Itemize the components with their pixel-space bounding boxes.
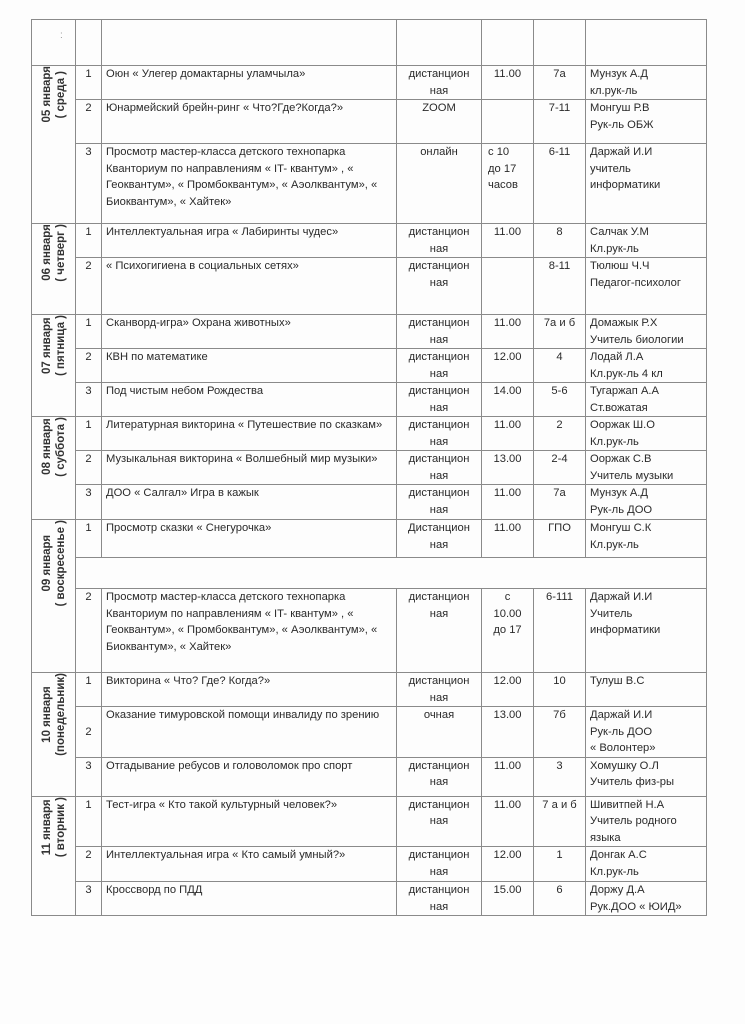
event-time: 12.00 xyxy=(482,847,534,882)
day-date-cell xyxy=(32,66,76,224)
responsible-line: кл.рук-ль xyxy=(590,84,638,97)
event-class: 6-11 xyxy=(534,144,586,224)
event-number: 2 xyxy=(76,589,102,673)
day-date-label xyxy=(40,673,68,756)
header-cell-class xyxy=(534,20,586,66)
responsible-line: Мунзук А.Д xyxy=(590,68,648,80)
header-cell-date xyxy=(32,20,76,66)
event-responsible xyxy=(586,882,707,916)
event-time: 11.00 xyxy=(482,224,534,258)
event-time: 11.00 xyxy=(482,315,534,349)
date-text: 05 января xyxy=(40,66,53,123)
event-number: 3 xyxy=(76,485,102,520)
event-class: 10 xyxy=(534,673,586,707)
event-title: « Психогигиена в социальных сетях» xyxy=(102,258,397,315)
table-row xyxy=(32,520,707,558)
event-number: 2 xyxy=(76,100,102,144)
event-responsible xyxy=(586,485,707,520)
table-row xyxy=(32,349,707,383)
table-row xyxy=(32,707,707,758)
responsible-line: Даржай И.И xyxy=(590,591,653,603)
event-time: 11.00 xyxy=(482,757,534,796)
event-responsible xyxy=(586,520,707,558)
event-format: очная xyxy=(397,707,482,758)
event-time xyxy=(482,258,534,315)
responsible-line: Салчак У.М xyxy=(590,226,649,238)
day-date-cell xyxy=(32,673,76,797)
event-number: 1 xyxy=(76,796,102,847)
day-date-cell xyxy=(32,315,76,417)
event-title: Юнармейский брейн-ринг « Что?Где?Когда?» xyxy=(102,100,397,144)
event-time: 11.00 xyxy=(482,796,534,847)
day-date-label xyxy=(40,417,68,477)
responsible-line: Рук-ль ДОО xyxy=(590,503,653,516)
event-responsible xyxy=(586,796,707,847)
event-class: ГПО xyxy=(534,520,586,558)
header-cell-time xyxy=(482,20,534,66)
header-cell-resp xyxy=(586,20,707,66)
event-time xyxy=(482,100,534,144)
event-responsible xyxy=(586,417,707,451)
responsible-line: Ооржак Ш.О xyxy=(590,419,655,431)
event-responsible xyxy=(586,349,707,383)
weekday-text: ( четверг ) xyxy=(54,224,67,282)
event-number: 1 xyxy=(76,520,102,558)
weekday-text: ( вторник ) xyxy=(54,796,67,857)
table-row xyxy=(32,100,707,144)
responsible-line: Ооржак С.В xyxy=(590,453,652,465)
event-time: 11.00 xyxy=(482,66,534,100)
weekday-text: ( воскресенье ) xyxy=(54,520,67,607)
event-time: 15.00 xyxy=(482,882,534,916)
event-number: 3 xyxy=(76,144,102,224)
table-row xyxy=(32,847,707,882)
table-row xyxy=(32,673,707,707)
responsible-line: Учитель родного xyxy=(590,815,677,827)
event-responsible xyxy=(586,258,707,315)
responsible-line: Рук.ДОО « ЮИД» xyxy=(590,900,682,913)
event-format: дистанцион ная xyxy=(397,847,482,882)
event-format: дистанцион ная xyxy=(397,417,482,451)
event-class: 7а xyxy=(534,66,586,100)
date-text: 10 января xyxy=(40,686,53,743)
table-row xyxy=(32,796,707,847)
event-format: Дистанцион ная xyxy=(397,520,482,558)
event-responsible xyxy=(586,144,707,224)
responsible-line: Монгуш Р.В xyxy=(590,102,650,114)
table-row xyxy=(32,315,707,349)
event-class: 3 xyxy=(534,757,586,796)
event-format: дистанцион ная xyxy=(397,757,482,796)
responsible-line: Тугаржап А.А xyxy=(590,385,659,397)
event-time: с 10.00 до 17 xyxy=(482,589,534,673)
event-format: дистанцион ная xyxy=(397,796,482,847)
table-row xyxy=(32,258,707,315)
date-text: 11 января xyxy=(40,798,53,855)
event-title: Просмотр мастер-класса детского технопарка Кванториум по направлениям « IT- квантум» , « Геоквантум», « Промбоквантум», « Аэолквантум», « Биоквантум», « Хайтек» xyxy=(102,589,397,673)
event-format: дистанцион ная xyxy=(397,315,482,349)
event-title: Сканворд-игра» Охрана животных» xyxy=(102,315,397,349)
day-date-label xyxy=(40,315,68,376)
table-row xyxy=(32,66,707,100)
event-responsible xyxy=(586,224,707,258)
event-title: КВН по математике xyxy=(102,349,397,383)
responsible-line: Кл.рук-ль xyxy=(590,242,639,255)
event-format: ZOOM xyxy=(397,100,482,144)
weekday-text: (понедельник) xyxy=(54,673,67,756)
event-responsible xyxy=(586,66,707,100)
event-class: 6-111 xyxy=(534,589,586,673)
event-number: 2 xyxy=(76,451,102,485)
responsible-line: Учитель физ-ры xyxy=(590,776,675,788)
event-number: 2 xyxy=(76,349,102,383)
day-date-label xyxy=(40,520,68,606)
event-number: 1 xyxy=(76,673,102,707)
event-class: 7а xyxy=(534,485,586,520)
event-time: 11.00 xyxy=(482,520,534,558)
day-date-cell xyxy=(32,796,76,916)
event-class: 2 xyxy=(534,417,586,451)
responsible-line: Рук-ль ОБЖ xyxy=(590,118,654,131)
empty-spacer-cell xyxy=(76,558,707,589)
event-responsible xyxy=(586,589,707,673)
event-title: Просмотр сказки « Снегурочка» xyxy=(102,520,397,558)
responsible-line: Даржай И.И xyxy=(590,709,653,721)
event-class: 7а и б xyxy=(534,315,586,349)
event-time: 13.00 xyxy=(482,707,534,758)
event-class: 2-4 xyxy=(534,451,586,485)
responsible-line: Учитель музыки xyxy=(590,469,674,482)
event-class: 1 xyxy=(534,847,586,882)
event-title: Кроссворд по ПДД xyxy=(102,882,397,916)
event-number: 2 xyxy=(76,707,102,758)
event-title: Под чистым небом Рождества xyxy=(102,383,397,417)
event-time: 12.00 xyxy=(482,673,534,707)
responsible-line: Мунзук А.Д xyxy=(590,487,648,499)
event-number: 1 xyxy=(76,224,102,258)
responsible-line: Кл.рук-ль 4 кл xyxy=(590,367,663,380)
event-responsible xyxy=(586,315,707,349)
table-row xyxy=(32,485,707,520)
weekday-text: ( суббота ) xyxy=(54,417,67,477)
header-cell-form xyxy=(397,20,482,66)
table-row xyxy=(32,417,707,451)
event-number: 2 xyxy=(76,258,102,315)
responsible-line: информатики xyxy=(590,179,661,191)
responsible-line: Монгуш С.К xyxy=(590,522,652,534)
event-class: 7б xyxy=(534,707,586,758)
date-text: 09 января xyxy=(40,534,53,592)
responsible-line: Кл.рук-ль xyxy=(590,435,639,448)
responsible-line: Рук-ль ДОО xyxy=(590,725,653,738)
event-number: 3 xyxy=(76,383,102,417)
responsible-line: Тюлюш Ч.Ч xyxy=(590,260,650,272)
event-responsible xyxy=(586,707,707,758)
event-class: 8 xyxy=(534,224,586,258)
responsible-line: Ст.вожатая xyxy=(590,401,648,414)
event-time: 12.00 xyxy=(482,349,534,383)
responsible-line: Донгак А.С xyxy=(590,849,647,861)
responsible-line: информатики xyxy=(590,624,661,636)
responsible-line: Кл.рук-ль xyxy=(590,865,639,878)
table-row xyxy=(32,383,707,417)
responsible-line: Домажык Р.Х xyxy=(590,317,658,329)
table-row xyxy=(32,558,707,589)
responsible-line: Хомушку О.Л xyxy=(590,759,659,772)
day-date-cell xyxy=(32,417,76,520)
event-title: Интеллектуальная игра « Лабиринты чудес» xyxy=(102,224,397,258)
event-number: 1 xyxy=(76,66,102,100)
event-number: 1 xyxy=(76,315,102,349)
event-format: дистанцион ная xyxy=(397,224,482,258)
event-format: дистанцион ная xyxy=(397,451,482,485)
event-format: дистанцион ная xyxy=(397,66,482,100)
event-class: 5-6 xyxy=(534,383,586,417)
event-title: Литературная викторина « Путешествие по сказкам» xyxy=(102,417,397,451)
event-responsible xyxy=(586,383,707,417)
event-format: дистанцион ная xyxy=(397,258,482,315)
responsible-line: Шивитпей Н.А xyxy=(590,798,665,811)
event-title: Викторина « Что? Где? Когда?» xyxy=(102,673,397,707)
event-number: 3 xyxy=(76,882,102,916)
event-number: 1 xyxy=(76,417,102,451)
responsible-line: « Волонтер» xyxy=(590,742,656,754)
event-format: дистанцион ная xyxy=(397,589,482,673)
responsible-line: Тулуш В.С xyxy=(590,675,645,687)
event-title: Музыкальная викторина « Волшебный мир музыки» xyxy=(102,451,397,485)
event-title: Тест-игра « Кто такой культурный человек?» xyxy=(102,796,397,847)
responsible-line: Учитель xyxy=(590,607,633,620)
date-text: 06 января xyxy=(40,224,53,282)
event-schedule-table xyxy=(31,19,707,916)
day-date-cell xyxy=(32,520,76,673)
event-responsible xyxy=(586,757,707,796)
event-format: дистанцион ная xyxy=(397,882,482,916)
table-row xyxy=(32,757,707,796)
responsible-line: Педагог-психолог xyxy=(590,276,681,289)
event-time: 11.00 xyxy=(482,485,534,520)
header-cell-title xyxy=(102,20,397,66)
weekday-text: ( пятница ) xyxy=(54,315,67,376)
date-text: 07 января xyxy=(40,317,53,374)
event-time: 14.00 xyxy=(482,383,534,417)
responsible-line: Учитель биологии xyxy=(590,333,684,346)
event-title: Отгадывание ребусов и головоломок про спорт xyxy=(102,757,397,796)
event-format: дистанцион ная xyxy=(397,485,482,520)
table-row xyxy=(32,224,707,258)
event-class: 4 xyxy=(534,349,586,383)
table-row xyxy=(32,589,707,673)
responsible-line: Даржай И.И xyxy=(590,146,653,158)
day-date-label xyxy=(40,66,68,123)
event-format: дистанцион ная xyxy=(397,673,482,707)
event-title: Интеллектуальная игра « Кто самый умный?» xyxy=(102,847,397,882)
responsible-line: учитель xyxy=(590,162,631,175)
event-class: 8-11 xyxy=(534,258,586,315)
date-text: 08 января xyxy=(40,418,53,476)
event-title: ДОО « Салгал» Игра в кажык xyxy=(102,485,397,520)
table-row xyxy=(32,144,707,224)
event-title: Оказание тимуровской помощи инвалиду по зрению xyxy=(102,707,397,758)
event-number: 3 xyxy=(76,757,102,796)
event-class: 7 а и б xyxy=(534,796,586,847)
event-class: 6 xyxy=(534,882,586,916)
event-responsible xyxy=(586,673,707,707)
event-title: Просмотр мастер-класса детского технопарка Кванториум по направлениям « IT- квантум» , « Геоквантум», « Промбоквантум», « Аэолквантум», « Биоквантум», « Хайтек» xyxy=(102,144,397,224)
event-responsible xyxy=(586,100,707,144)
table-row xyxy=(32,451,707,485)
event-responsible xyxy=(586,451,707,485)
event-time: с 10 до 17 часов xyxy=(482,144,534,224)
day-date-label xyxy=(40,224,68,282)
responsible-line: Лодай Л.А xyxy=(590,351,644,363)
responsible-line: языка xyxy=(590,831,621,844)
event-format: дистанцион ная xyxy=(397,349,482,383)
event-class: 7-11 xyxy=(534,100,586,144)
table-header-row-blank xyxy=(32,20,707,66)
table-row xyxy=(32,882,707,916)
event-number: 2 xyxy=(76,847,102,882)
day-date-label xyxy=(40,797,68,857)
responsible-line: Доржу Д.А xyxy=(590,884,645,896)
header-cell-num xyxy=(76,20,102,66)
weekday-text: ( среда ) xyxy=(54,70,67,119)
responsible-line: Кл.рук-ль xyxy=(590,538,639,551)
event-time: 13.00 xyxy=(482,451,534,485)
day-date-cell xyxy=(32,224,76,315)
event-title: Оюн « Улегер домактарны уламчыла» xyxy=(102,66,397,100)
event-time: 11.00 xyxy=(482,417,534,451)
event-format: онлайн xyxy=(397,144,482,224)
scan-speck: : xyxy=(60,30,63,41)
event-format: дистанцион ная xyxy=(397,383,482,417)
event-responsible xyxy=(586,847,707,882)
